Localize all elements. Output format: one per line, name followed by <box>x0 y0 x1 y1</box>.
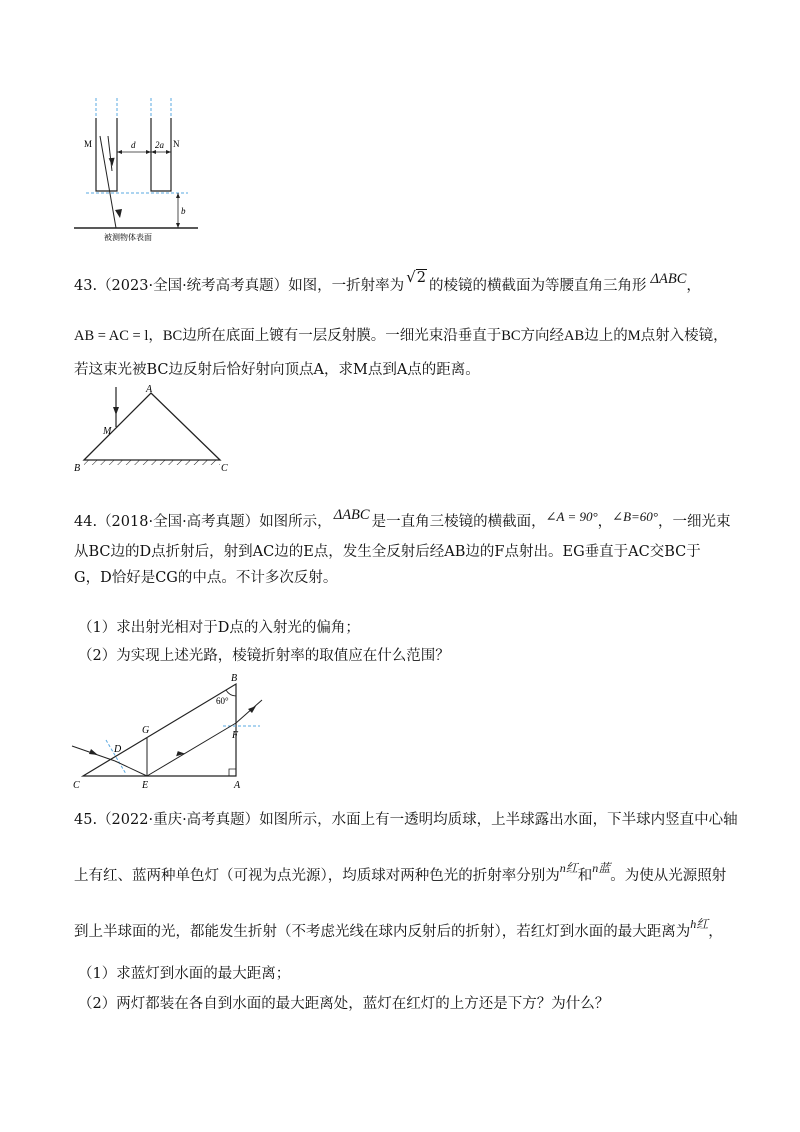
q44-line-3: G，D恰好是CG的中点。不计多次反射。 <box>74 570 338 586</box>
q43-line-3: 若这束光被BC边反射后恰好射向顶点A，求M点到A点的距离。 <box>74 362 480 378</box>
label-2a: 2a <box>155 140 164 150</box>
q45-sub-1: （1）求蓝灯到水面的最大距离； <box>78 966 291 982</box>
label-m: M <box>103 426 112 437</box>
q44-sub-2: （2）为实现上述光路，棱镜折射率的取值应在什么范围？ <box>78 648 450 664</box>
label-a: A <box>146 385 153 395</box>
q44-line-1: 44.（2018·全国·高考真题）如图所示， ΔABC 是一直角三棱镜的横截面，∠A = 90°，∠B=60°，一细光束 <box>74 507 731 530</box>
q45-line-2: 上有红、蓝两种单色灯（可视为点光源），均质球对两种色光的折射率分别为$^{n红}$和$^{n蓝}$。为使从光源照射 <box>74 861 727 884</box>
q43-line-2: AB = AC = l，BC边所在底面上镀有一层反射膜。一细光束沿垂直于BC方向经AB边上的M点射入棱镜， <box>74 328 728 344</box>
label-n: N <box>173 139 180 149</box>
q43-number: 43. <box>74 278 98 294</box>
dim-arrow <box>151 150 156 154</box>
label-d: d <box>131 140 136 150</box>
dim-arrow <box>117 150 122 154</box>
figure-slit-diagram <box>70 96 210 246</box>
label-c: C <box>73 780 80 791</box>
label-b: B <box>74 463 81 474</box>
angle-a: ∠A = 90° <box>545 509 598 524</box>
ray-arrow <box>89 749 98 755</box>
dim-arrow <box>176 193 180 198</box>
light-ray <box>100 136 116 228</box>
ray-arrow <box>109 158 116 166</box>
ray-arrow <box>113 407 119 415</box>
dim-arrow <box>146 150 151 154</box>
figure-prism-43 <box>70 385 240 477</box>
n-red: n红 <box>559 861 578 875</box>
reflective-film <box>84 460 220 465</box>
figure-prism-44 <box>68 670 268 796</box>
label-m: M <box>84 139 93 149</box>
label-f: F <box>232 730 239 741</box>
q45-number: 45. <box>74 812 98 828</box>
q44-line-2: 从BC边的D点折射后，射到AC边的E点，发生全反射后经AB边的F点射出。EG垂直于AC交BC于 <box>74 544 701 560</box>
q45-sub-2: （2）两灯都装在各自到水面的最大距离处，蓝灯在红灯的上方还是下方？为什么？ <box>78 996 610 1012</box>
q43-line-1: 43.（2023·全国·统考高考真题）如图，一折射率为 √2 的棱镜的横截面为等腰直角三角形 ΔABC， <box>74 268 701 294</box>
q44-number: 44. <box>74 514 98 530</box>
q45-line-1: 45.（2022·重庆·高考真题）如图所示，水面上有一透明均质球，上半球露出水面，下半球内竖直中心轴 <box>74 812 738 828</box>
label-a: A <box>234 780 241 791</box>
q44-source: （2018·全国·高考真题） <box>97 514 260 530</box>
label-c: C <box>221 463 228 474</box>
ray-arrow <box>176 751 185 757</box>
caption-surface: 被测物体表面 <box>104 233 152 242</box>
dim-arrow <box>176 223 180 228</box>
label-b: b <box>181 206 186 216</box>
q44-sub-1: （1）求出射光相对于D点的入射光的偏角； <box>78 620 360 636</box>
label-angle: 60° <box>216 696 229 706</box>
q45-line-3: 到上半球面的光，都能发生折射（不考虑光线在球内反射后的折射），若红灯到水面的最大距离为$^{h红}$， <box>74 917 723 940</box>
n-blue: n蓝 <box>592 861 611 875</box>
label-e: E <box>142 780 149 791</box>
q43-triangle: ΔABC <box>650 271 687 287</box>
prism-triangle <box>83 684 236 776</box>
h-red: h红 <box>690 917 709 931</box>
q44-triangle: ΔABC <box>333 507 370 523</box>
ray-arrow <box>115 209 122 218</box>
q45-source: （2022·重庆·高考真题） <box>97 812 260 828</box>
q43-source: （2023·全国·统考高考真题） <box>97 278 289 294</box>
right-angle-mark <box>229 769 236 776</box>
sqrt-symbol: √2 <box>406 268 426 286</box>
angle-b: ∠B=60° <box>612 509 658 524</box>
label-d: D <box>114 744 122 755</box>
label-b: B <box>231 673 238 684</box>
label-g: G <box>142 725 150 736</box>
dim-arrow <box>166 150 171 154</box>
